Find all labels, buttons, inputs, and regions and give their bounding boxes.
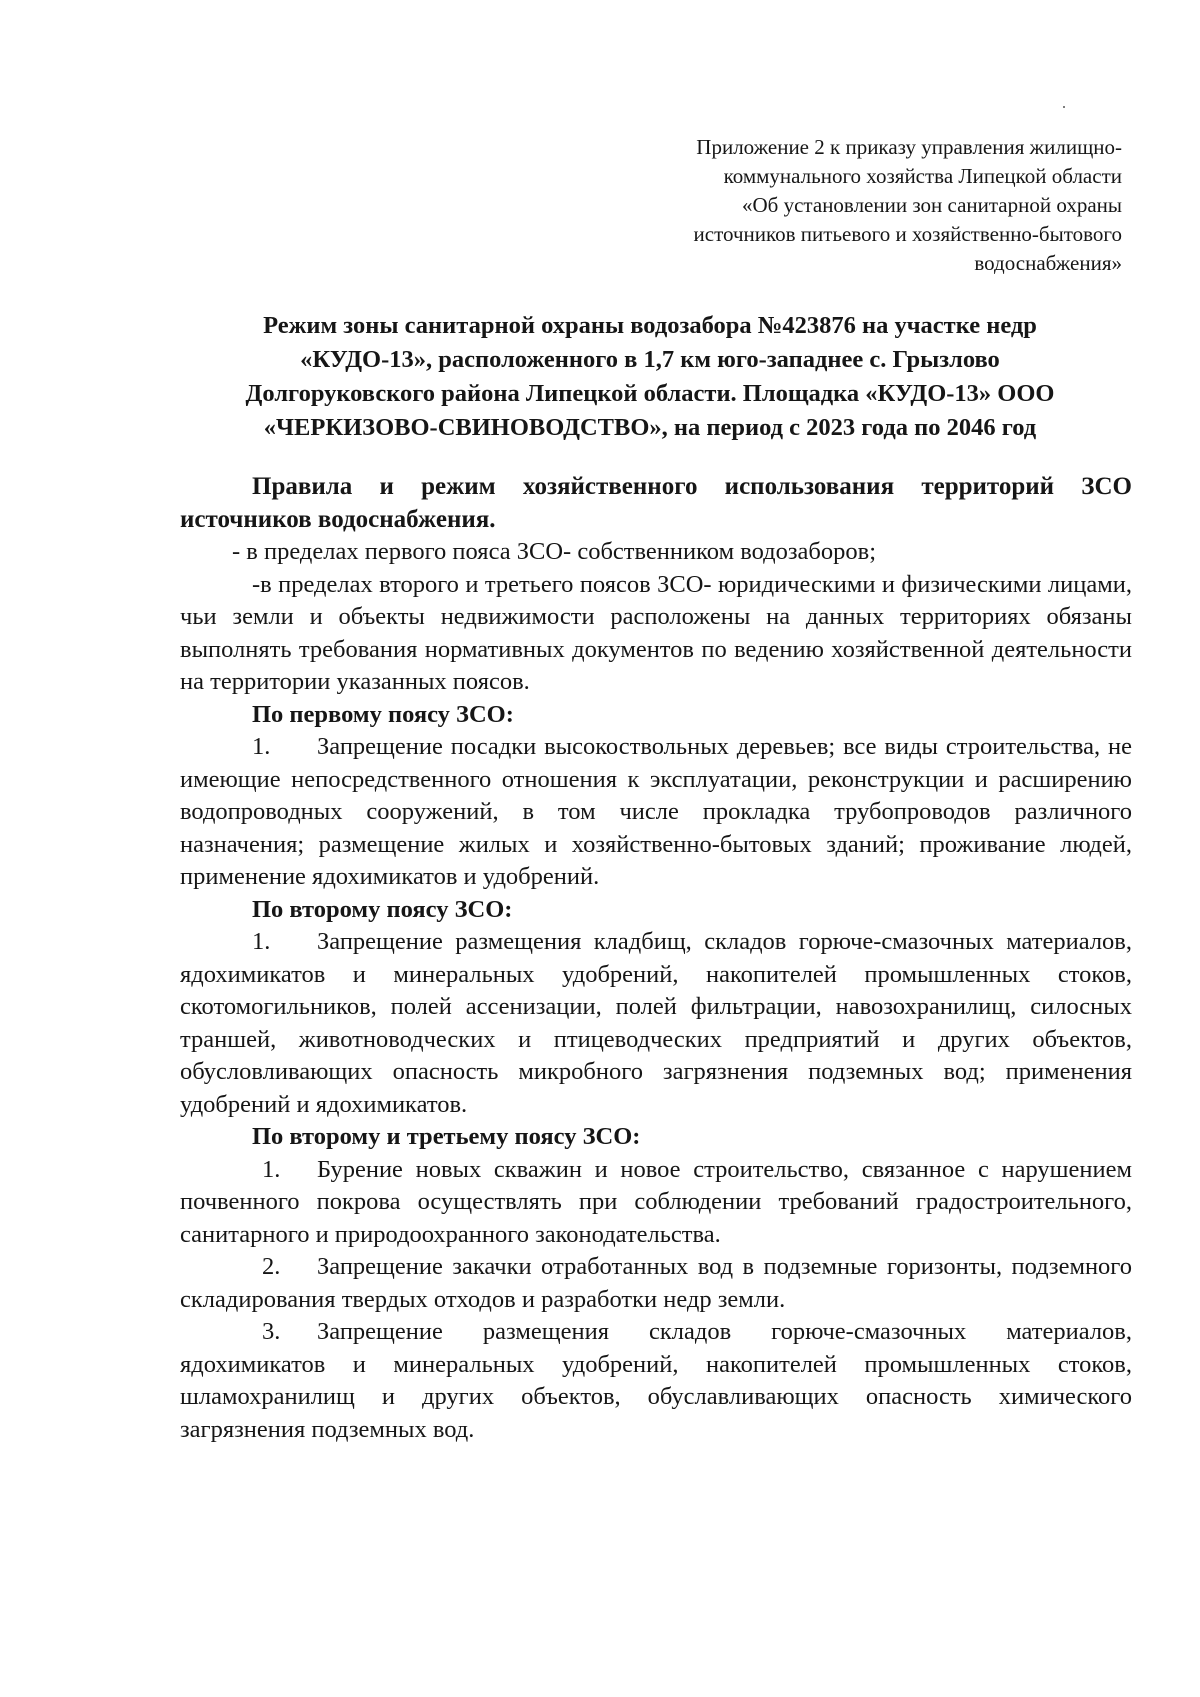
item-number: 1. [262, 1155, 281, 1183]
item-number: 2. [262, 1253, 281, 1280]
appendix-line: Приложение 2 к приказу управления жилищно- [696, 135, 1122, 159]
rules-intro-second-third-belt: -в пределах второго и третьего поясов ЗСО- юридическими и физическими лицами, чьи земли и объекты недвижимости расположены на данных территориях обязаны выполнять требования нормативных документов по ведению хозяйственной деятельности на территории указанных поясов. [180, 570, 1132, 695]
belt2-heading: По второму поясу ЗСО: [252, 895, 513, 923]
rules-intro-first-belt: - в пределах первого пояса ЗСО- собственником водозаборов; [232, 538, 877, 565]
item-text: Бурение новых скважин и новое строительство, связанное с нарушением почвенного покрова осуществлять при соблюдении требований градостроительного, санитарного и природоохранного законодательства. [180, 1155, 1132, 1248]
title-line: Режим зоны санитарной охраны водозабора №423876 на участке недр [263, 312, 1037, 339]
appendix-line: «Об установлении зон санитарной охраны [742, 193, 1122, 217]
belt23-item [180, 1316, 1132, 1446]
item-text: Запрещение посадки высокоствольных деревьев; все виды строительства, не имеющие непосредственного отношения к эксплуатации, реконструкции и расширению водопроводных сооружений, в том числе прокладка трубопроводов различного назначения; размещение жилых и хозяйственно-бытовых зданий; проживание людей, применение ядохимикатов и удобрений. [180, 733, 1132, 890]
item-number: 1. [252, 928, 271, 955]
item-number: 3. [262, 1318, 281, 1345]
title-line: «ЧЕРКИЗОВО-СВИНОВОДСТВО», на период с 2023 года по 2046 год [263, 414, 1037, 441]
belt1-item [180, 731, 1132, 894]
belt2-item [180, 926, 1132, 1121]
document-title [170, 309, 1130, 445]
title-line: Долгоруковского района Липецкой области. Площадка «КУДО-13» ООО [245, 380, 1055, 407]
scan-speck [1063, 106, 1065, 108]
belt23-item [180, 1251, 1132, 1316]
appendix-note [562, 133, 1122, 278]
item-text: Запрещение закачки отработанных вод в подземные горизонты, подземного складирования твердых отходов и разработки недр земли. [180, 1253, 1132, 1313]
appendix-line: коммунального хозяйства Липецкой области [723, 164, 1122, 188]
belt23-heading: По второму и третьему поясу ЗСО: [252, 1123, 641, 1150]
belt1-heading: По первому поясу ЗСО: [252, 700, 514, 728]
item-text: Запрещение размещения кладбищ, складов горюче-смазочных материалов, ядохимикатов и минеральных удобрений, накопителей промышленных стоков, скотомогильников, полей ассенизации, полей фильтрации, навозохранилищ, силосных траншей, животноводческих и птицеводческих предприятий и других объектов, обусловливающих опасность микробного загрязнения подземных вод; применения удобрений и ядохимикатов. [180, 928, 1132, 1118]
appendix-line: источников питьевого и хозяйственно-бытового [693, 222, 1122, 246]
belt23-item [180, 1154, 1132, 1252]
document-body [180, 471, 1132, 1446]
appendix-line: водоснабжения» [974, 251, 1122, 275]
title-line: «КУДО-13», расположенного в 1,7 км юго-западнее с. Грызлово [300, 346, 1000, 373]
rules-heading: Правила и режим хозяйственного использования территорий ЗСО источников водоснабжения. [180, 473, 1132, 533]
item-text: Запрещение размещения складов горюче-смазочных материалов, ядохимикатов и минеральных удобрений, накопителей промышленных стоков, шламохранилищ и других объектов, обуславливающих опасность химического загрязнения подземных вод. [180, 1318, 1132, 1443]
item-number: 1. [252, 733, 271, 760]
